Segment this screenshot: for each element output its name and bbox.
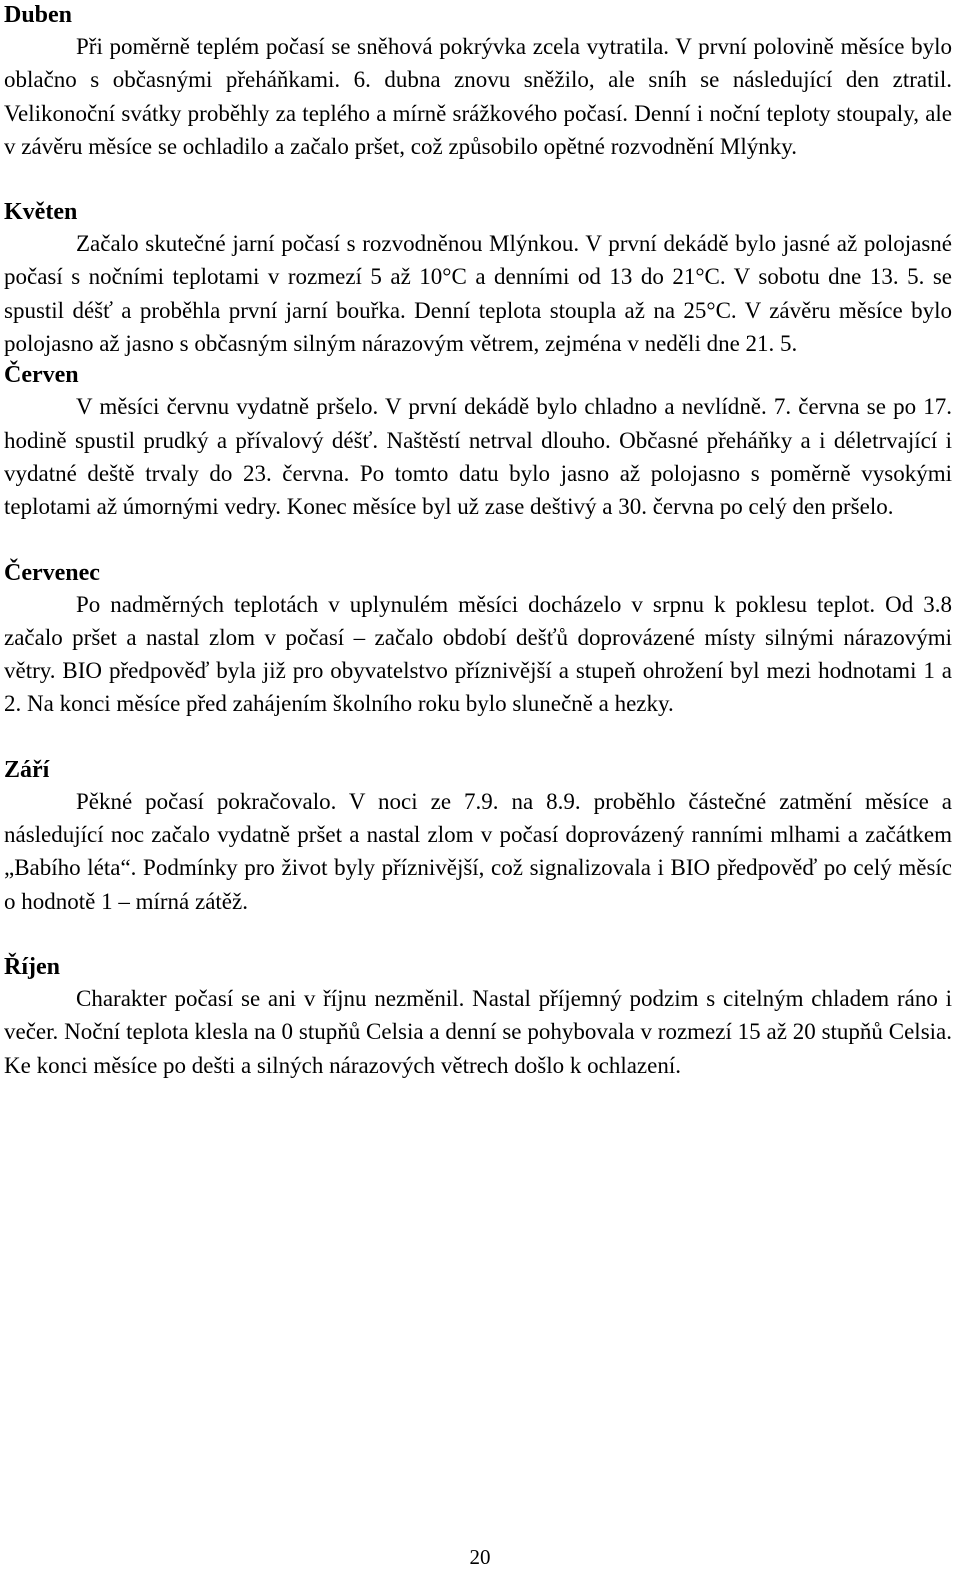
- page-number: 20: [469, 1545, 491, 1569]
- section-cervenec: [4, 558, 952, 721]
- section-paragraph: Pěkné počasí pokračovalo. V noci ze 7.9. na 8.9. proběhlo částečné zatmění měsíce a následující noc začalo vydatně pršet a nastal zlom v počasí doprovázený ranními mlhami a začátkem „Babího léta“. Podmínky pro život byly příznivější, což signalizovala i BIO předpověď po celý měsíc o hodnotě 1 – mírná zátěž.: [4, 788, 952, 914]
- section-heading: Duben: [4, 2, 73, 28]
- document-page: [4, 0, 952, 1082]
- section-heading: Červenec: [4, 559, 100, 586]
- section-paragraph: V měsíci červnu vydatně pršelo. V první dekádě bylo chladno a nevlídně. 7. června se po 17. hodině spustil prudký a přívalový déšť. Naštěstí netrval dlouho. Občasné přeháňky a i déletrvající i vydatné deště trvaly do 23. června. Po tomto datu bylo jasno až polojasno s poměrně vysokými teplotami až úmornými vedry. Konec měsíce byl už zase deštivý a 30. června po celý den pršelo.: [4, 394, 952, 520]
- section-cerven: [4, 360, 952, 523]
- section-paragraph: Po nadměrných teplotách v uplynulém měsíci docházelo v srpnu k poklesu teplot. Od 3.8 začalo pršet a nastal zlom v počasí – začalo období dešťů doprovázené místy silnými nárazovými větry. BIO předpověď byla již pro obyvatelstvo příznivější a stupeň ohrožení byl mezi hodnotami 1 a 2. Na konci měsíce před zahájením školního roku bylo slunečně a hezky.: [4, 591, 952, 717]
- section-paragraph: Při poměrně teplém počasí se sněhová pokrývka zcela vytratila. V první polovině měsíce bylo oblačno s občasnými přeháňkami. 6. dubna znovu sněžilo, ale sníh se následující den ztratil. Velikonoční svátky proběhly za teplého a mírně srážkového počasí. Denní i noční teploty stoupaly, ale v závěru měsíce se ochladilo a začalo pršet, což způsobilo opětné rozvodnění Mlýnky.: [4, 34, 952, 159]
- section-heading: Říjen: [4, 953, 60, 980]
- section-heading: Květen: [4, 199, 78, 226]
- section-duben: [4, 0, 952, 163]
- section-kveten: [4, 197, 952, 360]
- section-paragraph: Charakter počasí se ani v říjnu nezměnil. Nastal příjemný podzim s citelným chladem ráno i večer. Noční teplota klesla na 0 stupňů Celsia a denní se pohybovala v rozmezí 15 až 20 stupňů Celsia. Ke konci měsíce po dešti a silných nárazových větrech došlo k ochlazení.: [4, 985, 952, 1078]
- section-rijen: [4, 952, 952, 1082]
- spacer: [4, 918, 952, 952]
- spacer: [4, 163, 952, 197]
- section-paragraph: Začalo skutečné jarní počasí s rozvodněnou Mlýnkou. V první dekádě bylo jasné až polojasné počasí s nočními teplotami v rozmezí 5 až 10°C a denními od 13 do 21°C. V sobotu dne 13. 5. se spustil déšť a proběhla první jarní bouřka. Denní teplota stoupla až na 25°C. V závěru měsíce bylo polojasno až jasno s občasným silným nárazovým větrem, zejména v neděli dne 21. 5.: [4, 231, 952, 357]
- section-heading: Září: [4, 756, 50, 783]
- spacer: [4, 524, 952, 558]
- section-heading: Červen: [4, 362, 79, 389]
- spacer: [4, 721, 952, 755]
- section-zari: [4, 755, 952, 918]
